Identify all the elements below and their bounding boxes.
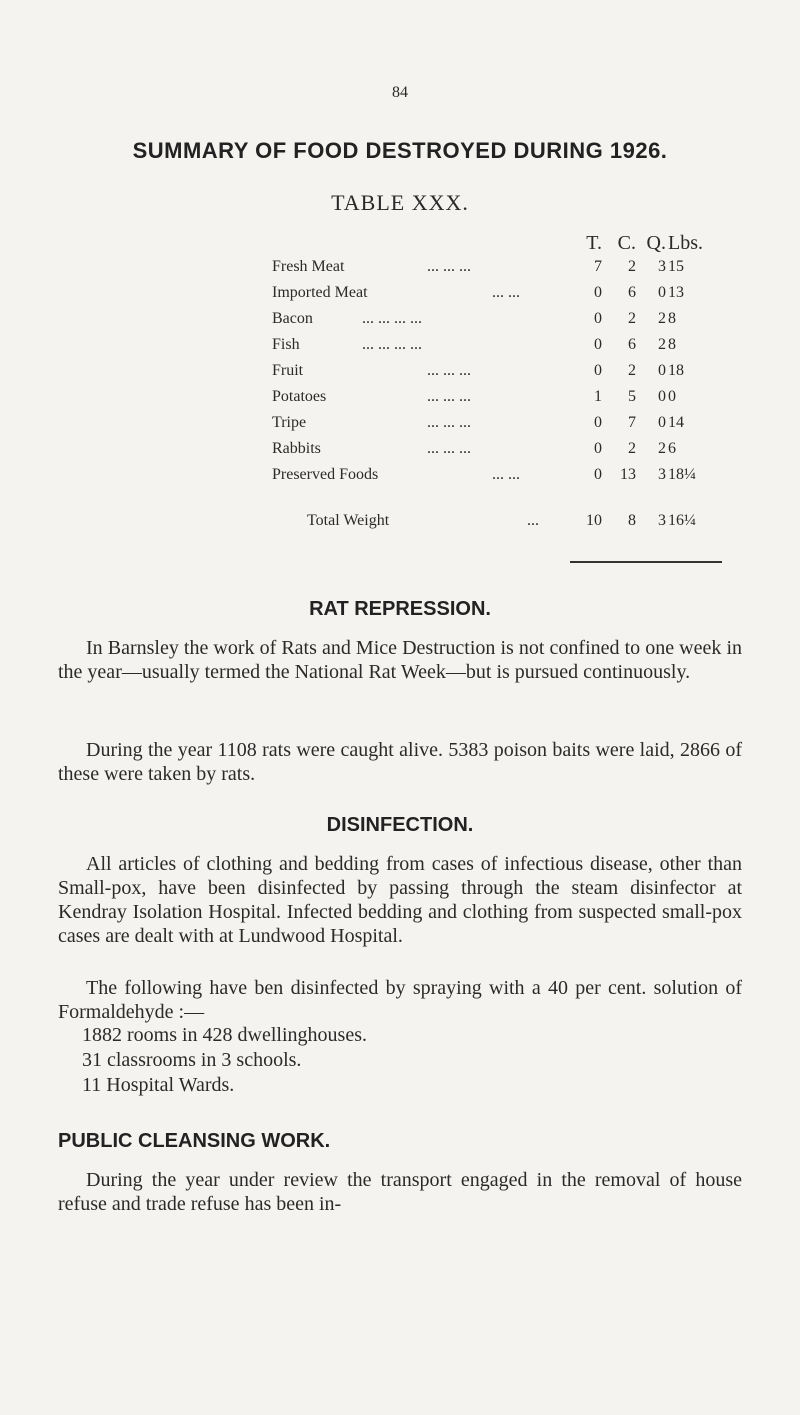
row-t: 0 (594, 336, 602, 353)
row-t: 0 (594, 414, 602, 431)
table-total-row (272, 512, 792, 536)
row-t: 0 (594, 362, 602, 379)
row-lbs: 18¼ (668, 466, 696, 483)
row-t: 0 (594, 310, 602, 327)
disinfection-item: 31 classrooms in 3 schools. (82, 1049, 302, 1071)
row-dots: ... ... ... (427, 258, 471, 275)
row-dots: ... ... ... ... (362, 336, 422, 353)
table-row (272, 388, 792, 412)
row-label: Bacon (272, 310, 313, 327)
total-underline (570, 561, 722, 563)
row-q: 0 (658, 414, 666, 431)
row-t: 7 (594, 258, 602, 275)
row-lbs: 15 (668, 258, 684, 275)
row-lbs: 13 (668, 284, 684, 301)
disinfection-item: 11 Hospital Wards. (82, 1074, 235, 1096)
table-row (272, 466, 792, 490)
row-q: 2 (658, 336, 666, 353)
row-t: 0 (594, 440, 602, 457)
row-t: 0 (594, 466, 602, 483)
total-lbs: 16¼ (668, 512, 696, 529)
row-dots: ... ... (492, 466, 520, 483)
row-c: 13 (620, 466, 636, 483)
table-row (272, 284, 792, 308)
table-row (272, 440, 792, 464)
col-header-lbs: Lbs. (668, 232, 703, 254)
table-header (572, 232, 772, 256)
row-dots: ... ... ... ... (362, 310, 422, 327)
row-c: 6 (628, 284, 636, 301)
row-dots: ... ... ... (427, 362, 471, 379)
row-label: Fish (272, 336, 300, 353)
disinfection-paragraph-1: All articles of clothing and bedding from cases of infectious disease, other than Small-pox, have been disinfected by passing through the steam disinfector at Kendray Isolation Hospital. Infected bedding and clothing from suspected small-pox cases are dealt with at Lundwood Hospital. (58, 853, 742, 947)
row-lbs: 14 (668, 414, 684, 431)
total-t: 10 (586, 512, 602, 529)
row-label: Rabbits (272, 440, 321, 457)
disinfection-paragraph-2: The following have ben disinfected by spraying with a 40 per cent. solution of Formaldehyde :— (58, 977, 742, 1023)
rat-paragraph-2: During the year 1108 rats were caught alive. 5383 poison baits were laid, 2866 of these were taken by rats. (58, 739, 742, 785)
row-c: 2 (628, 310, 636, 327)
disinfection-item: 1882 rooms in 428 dwellinghouses. (82, 1024, 367, 1046)
row-q: 3 (658, 466, 666, 483)
row-label: Fresh Meat (272, 258, 345, 275)
total-dots: ... (527, 512, 539, 529)
table-row (272, 414, 792, 438)
row-lbs: 18 (668, 362, 684, 379)
row-c: 6 (628, 336, 636, 353)
row-c: 2 (628, 258, 636, 275)
row-q: 0 (658, 388, 666, 405)
row-dots: ... ... (492, 284, 520, 301)
row-label: Potatoes (272, 388, 327, 405)
row-q: 2 (658, 440, 666, 457)
col-header-t: T. (586, 232, 602, 254)
row-dots: ... ... ... (427, 388, 471, 405)
total-label: Total Weight (307, 512, 390, 529)
row-c: 2 (628, 440, 636, 457)
page-number: 84 (392, 84, 408, 101)
main-title: SUMMARY OF FOOD DESTROYED DURING 1926. (132, 138, 668, 163)
table-caption: TABLE XXX. (331, 190, 469, 215)
row-c: 2 (628, 362, 636, 379)
row-q: 0 (658, 362, 666, 379)
table-row (272, 258, 792, 282)
table-row (272, 310, 792, 334)
row-lbs: 8 (668, 310, 676, 327)
rat-heading: RAT REPRESSION. (309, 598, 491, 620)
cleansing-paragraph-1: During the year under review the transport engaged in the removal of house refuse and trade refuse has been in- (58, 1169, 742, 1215)
rat-paragraph-1: In Barnsley the work of Rats and Mice Destruction is not confined to one week in the year—usually termed the National Rat Week—but is pursued continuously. (58, 637, 742, 683)
row-lbs: 0 (668, 388, 676, 405)
row-dots: ... ... ... (427, 440, 471, 457)
row-q: 3 (658, 258, 666, 275)
row-c: 5 (628, 388, 636, 405)
col-header-q: Q. (646, 232, 666, 254)
row-label: Tripe (272, 414, 307, 431)
row-t: 1 (594, 388, 602, 405)
row-lbs: 6 (668, 440, 676, 457)
row-c: 7 (628, 414, 636, 431)
row-lbs: 8 (668, 336, 676, 353)
row-q: 0 (658, 284, 666, 301)
table-row (272, 336, 792, 360)
row-label: Preserved Foods (272, 466, 379, 483)
row-q: 2 (658, 310, 666, 327)
col-header-c: C. (617, 232, 636, 254)
total-q: 3 (658, 512, 666, 529)
table-row (272, 362, 792, 386)
row-label: Imported Meat (272, 284, 368, 301)
disinfection-heading: DISINFECTION. (326, 814, 474, 836)
row-dots: ... ... ... (427, 414, 471, 431)
row-label: Fruit (272, 362, 304, 379)
cleansing-heading: PUBLIC CLEANSING WORK. (58, 1130, 331, 1152)
total-c: 8 (628, 512, 636, 529)
row-t: 0 (594, 284, 602, 301)
